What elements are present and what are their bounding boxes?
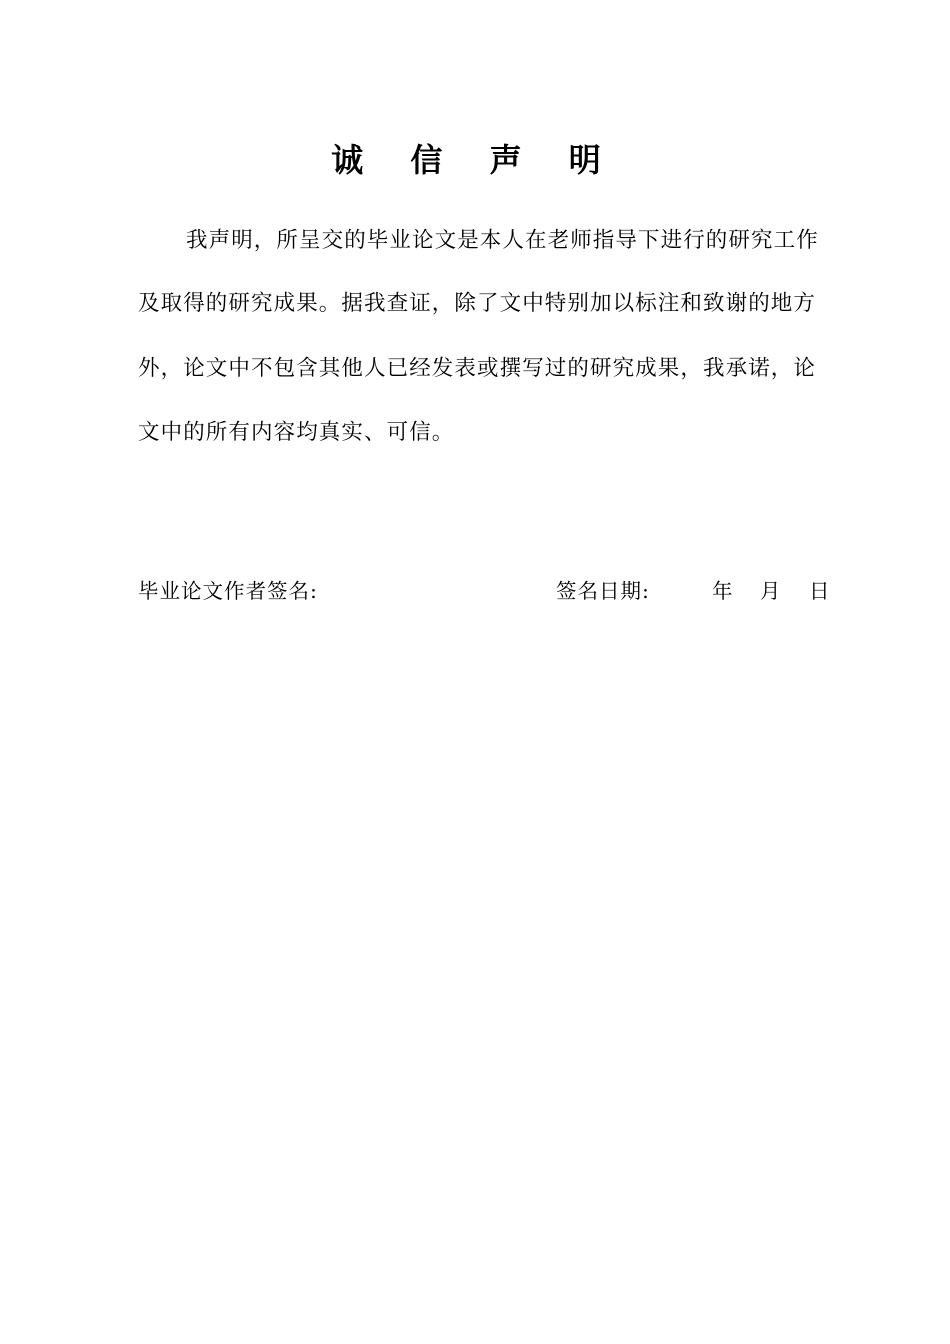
declaration-line-1: 我声明，所呈交的毕业论文是本人在老师指导下进行的研究工作 [186, 228, 819, 253]
title-area [0, 0, 950, 200]
declaration-line-2: 及取得的研究成果。据我查证，除了文中特别加以标注和致谢的地方 [138, 291, 817, 316]
page-title: 诚 信 声 明 [331, 141, 619, 179]
author-signature-label: 毕业论文作者签名: [138, 579, 318, 603]
date-day-label: 日 [809, 579, 830, 603]
date-month-label: 月 [760, 579, 781, 603]
signature-date-label: 签名日期: [556, 579, 650, 603]
declaration-line-4: 文中的所有内容均真实、可信。 [138, 420, 455, 445]
declaration-line-3: 外，论文中不包含其他人已经发表或撰写过的研究成果，我承诺，论 [138, 356, 817, 381]
date-year-label: 年 [712, 579, 733, 603]
